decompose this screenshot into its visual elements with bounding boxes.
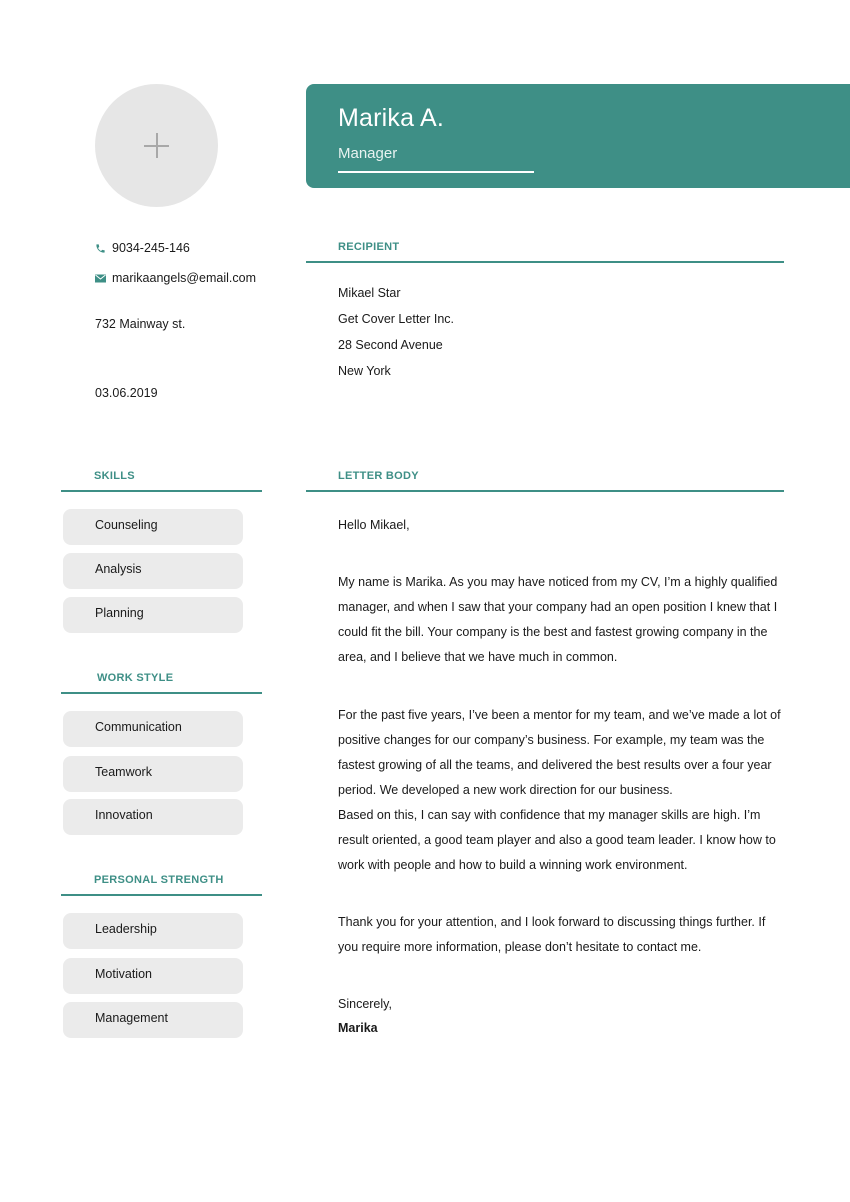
work-style-label: Innovation — [95, 808, 153, 822]
skill-label: Analysis — [95, 562, 142, 576]
work-style-label: Communication — [95, 720, 182, 734]
skills-divider — [61, 490, 262, 492]
skill-label: Counseling — [95, 518, 158, 532]
work-style-item — [63, 711, 243, 747]
job-title: Manager — [338, 145, 398, 162]
strength-label: Leadership — [95, 922, 157, 936]
letter-date: 03.06.2019 — [95, 386, 158, 400]
strength-item — [63, 1002, 243, 1038]
skill-item — [63, 553, 243, 589]
recipient-company: Get Cover Letter Inc. — [338, 312, 455, 326]
mail-icon — [95, 274, 106, 283]
recipient-street: 28 Second Avenue — [338, 338, 443, 352]
work-style-divider — [61, 692, 262, 694]
phone-icon — [95, 243, 106, 254]
work-style-item — [63, 756, 243, 792]
recipient-city: New York — [338, 364, 391, 378]
letter-greeting: Hello Mikael, — [338, 518, 410, 532]
letter-paragraph: My name is Marika. As you may have noticed from my CV, I’m a highly qualified manager, and when I saw that your company had an open position I knew that I could fit the bill. Your company is the best and fastest growing company in the area, and I believe that we have much in common. — [338, 575, 778, 664]
skill-item — [63, 597, 243, 633]
recipient-divider — [306, 261, 784, 263]
skill-label: Planning — [95, 606, 144, 620]
work-style-heading: WORK STYLE — [97, 672, 174, 684]
letter-signature: Marika — [338, 1021, 378, 1035]
recipient-heading: RECIPIENT — [338, 241, 400, 253]
street-address: 732 Mainway st. — [95, 317, 186, 331]
personal-strength-heading: PERSONAL STRENGTH — [94, 874, 224, 886]
letter-paragraph: Based on this, I can say with confidence that my manager skills are high. I’m result oriented, a good team player and also a good team leader. I know how to work with people and how to build a winning work environment. — [338, 808, 776, 872]
email-address: marikaangels@email.com — [112, 271, 256, 285]
personal-strength-divider — [61, 894, 262, 896]
work-style-item — [63, 799, 243, 835]
skills-heading: SKILLS — [94, 470, 135, 482]
contact-email — [95, 271, 256, 285]
letter-paragraph: Thank you for your attention, and I look forward to discussing things further. If you require more information, please don’t hesitate to contact me. — [338, 915, 766, 954]
letter-body-heading: LETTER BODY — [338, 470, 419, 482]
skill-item — [63, 509, 243, 545]
strength-item — [63, 958, 243, 994]
plus-icon-vertical — [156, 133, 158, 158]
letter-closing: Sincerely, — [338, 997, 392, 1011]
strength-item — [63, 913, 243, 949]
strength-label: Motivation — [95, 967, 152, 981]
contact-phone — [95, 241, 190, 255]
profile-photo-placeholder[interactable] — [95, 84, 218, 207]
recipient-name: Mikael Star — [338, 286, 401, 300]
phone-number: 9034-245-146 — [112, 241, 190, 255]
letter-paragraph: For the past five years, I’ve been a mentor for my team, and we’ve made a lot of positive changes for our company’s business. For example, my team was the fastest growing of all the teams, and delivered the best results over a four year period. We developed a new work direction for our business. — [338, 708, 781, 797]
work-style-label: Teamwork — [95, 765, 152, 779]
letter-body-divider — [306, 490, 784, 492]
title-underline — [338, 171, 534, 173]
strength-label: Management — [95, 1011, 168, 1025]
applicant-name: Marika A. — [338, 104, 444, 132]
